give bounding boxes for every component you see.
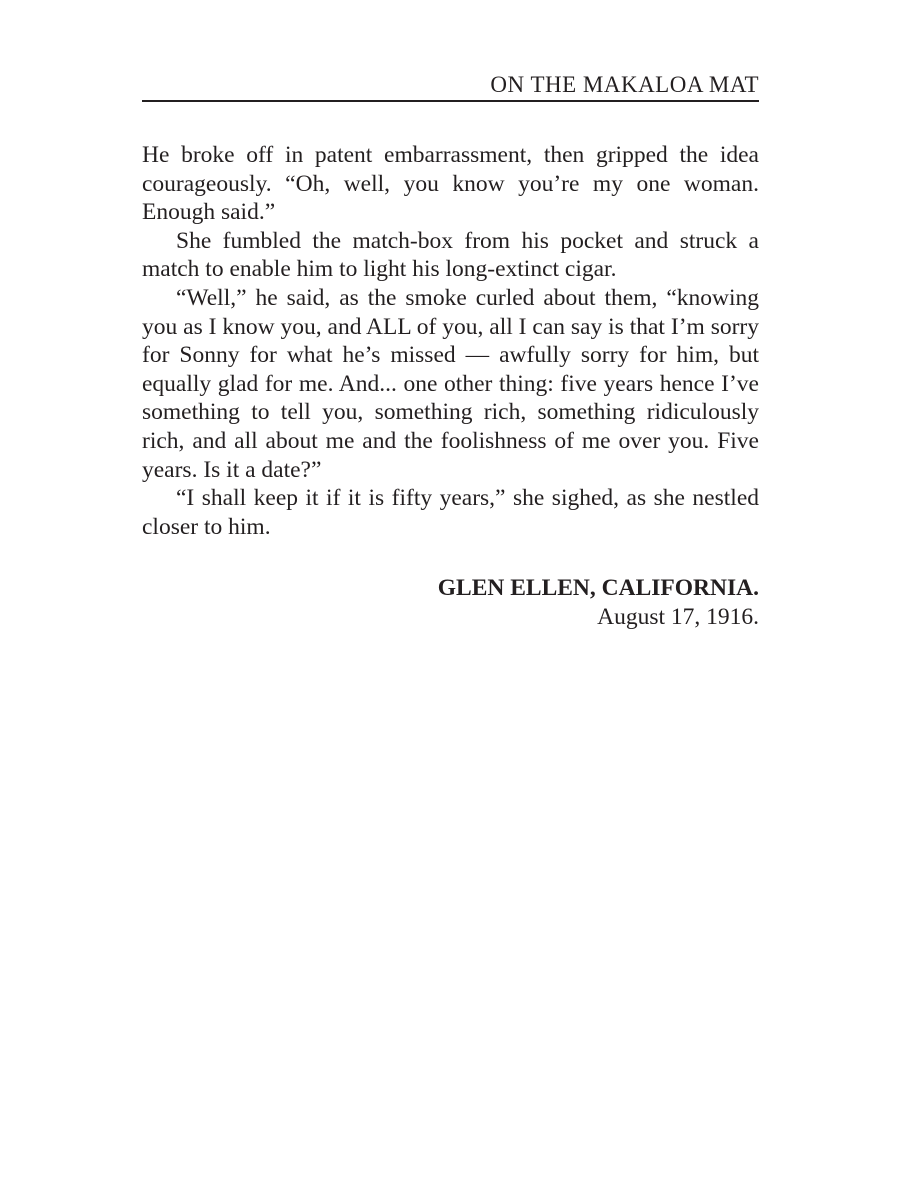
- dateline-place: GLEN ELLEN, CALIFORNIA.: [437, 575, 759, 601]
- dateline-date: August 17, 1916.: [597, 604, 759, 630]
- paragraph: She fumbled the match-box from his pocket and struck a match to enable him to light his long-extinct cigar.: [142, 227, 759, 283]
- paragraph: He broke off in patent embarrassment, then gripped the idea courageously. “Oh, well, you know you’re my one woman. Enough said.”: [142, 142, 759, 226]
- header-rule: [142, 100, 759, 102]
- book-page: [142, 0, 759, 1200]
- paragraph: “I shall keep it if it is fifty years,” she sighed, as she nestled closer to him.: [142, 485, 759, 540]
- dateline: [438, 574, 759, 632]
- running-head: ON THE MAKALOA MAT: [490, 72, 759, 97]
- paragraph: “Well,” he said, as the smoke curled about them, “knowing you as I know you, and ALL of you, all I can say is that I’m sorry for Sonny for what he’s missed — awfully sorry for him, but equally glad for me. And... one other thing: five years hence I’ve something to tell you, something rich, something ridiculously rich, and all about me and the foolishness of me over you. Five years. Is it a date?”: [142, 284, 759, 483]
- body-text: [142, 141, 759, 541]
